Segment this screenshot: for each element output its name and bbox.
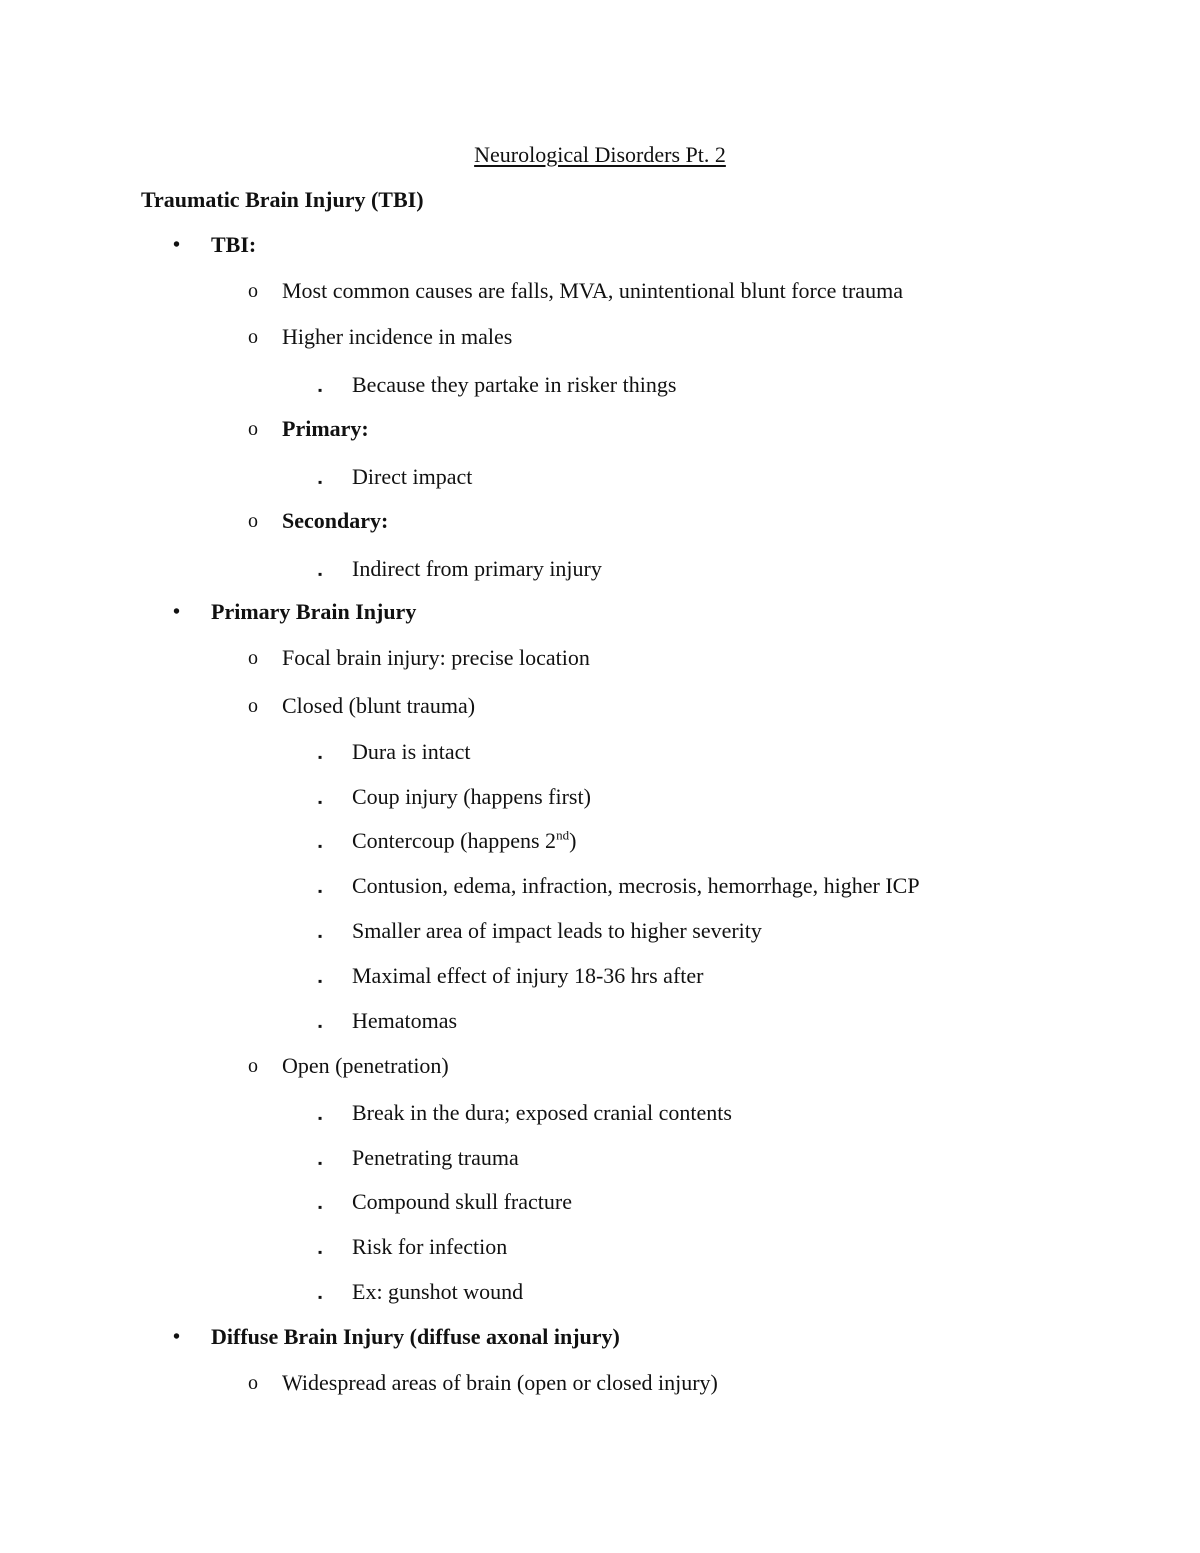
list-item [318,1099,732,1127]
square-bullet-icon: ▪ [318,475,323,489]
circle-bullet-icon: o [248,1055,258,1077]
list-item-text: Contusion, edema, infraction, mecrosis, hemorrhage, higher ICP [352,873,920,898]
list-item [248,507,389,535]
square-bullet-icon: ▪ [318,929,323,943]
square-bullet-icon: ▪ [318,884,323,898]
circle-bullet-icon: o [248,510,258,532]
square-bullet-icon: ▪ [318,1290,323,1304]
square-bullet-icon: ▪ [318,1245,323,1259]
list-item [318,1278,524,1306]
section-heading: Traumatic Brain Injury (TBI) [141,187,424,212]
list-item-text: Penetrating trauma [352,1145,519,1170]
square-bullet-icon: ▪ [318,567,323,581]
list-item-text: Primary Brain Injury [211,599,417,624]
square-bullet-icon: ▪ [318,750,323,764]
document-title: Neurological Disorders Pt. 2 [474,142,726,167]
list-item [318,872,920,900]
square-bullet-icon: ▪ [318,1019,323,1033]
bullet-icon: • [173,234,181,256]
list-item-text: Most common causes are falls, MVA, unintentional blunt force trauma [282,278,903,303]
list-item-text: Risk for infection [352,1234,508,1259]
list-item-text: Primary: [282,416,369,441]
list-item [318,783,591,811]
square-bullet-icon: ▪ [318,839,323,853]
list-item [248,692,476,720]
circle-bullet-icon: o [248,280,258,302]
list-item [318,371,677,399]
list-item-text: TBI: [211,232,257,257]
list-item [248,277,903,305]
square-bullet-icon: ▪ [318,1156,323,1170]
list-item-text: Smaller area of impact leads to higher severity [352,918,762,943]
circle-bullet-icon: o [248,647,258,669]
square-bullet-icon: ▪ [318,383,323,397]
list-item-text: Because they partake in risker things [352,372,677,397]
list-item [318,827,577,855]
list-item [173,1323,620,1351]
list-item-text: Ex: gunshot wound [352,1279,524,1304]
square-bullet-icon: ▪ [318,1200,323,1214]
list-item-text: Maximal effect of injury 18-36 hrs after [352,963,704,988]
list-item [318,1007,458,1035]
list-item [173,231,257,259]
list-item-text: Hematomas [352,1008,458,1033]
list-item [318,1188,572,1216]
list-item [318,463,473,491]
list-item-text: Indirect from primary injury [352,556,602,581]
list-item-text: Break in the dura; exposed cranial contents [352,1100,732,1125]
circle-bullet-icon: o [248,418,258,440]
list-item-text: Higher incidence in males [282,324,513,349]
bullet-icon: • [173,1326,181,1348]
list-item [248,323,513,351]
list-item-text: Compound skull fracture [352,1189,572,1214]
list-item [318,1144,519,1172]
bullet-icon: • [173,601,181,623]
list-item-text: Direct impact [352,464,473,489]
list-item [248,1052,449,1080]
list-item [318,962,704,990]
list-item-text: Dura is intact [352,739,471,764]
list-item-text-end: ) [569,828,577,853]
list-item-text: Focal brain injury: precise location [282,645,590,670]
square-bullet-icon: ▪ [318,1111,323,1125]
square-bullet-icon: ▪ [318,795,323,809]
list-item-text: Coup injury (happens first) [352,784,591,809]
list-item-text: Open (penetration) [282,1053,449,1078]
list-item [318,917,762,945]
list-item-text: Contercoup (happens 2 [352,828,557,853]
list-item [318,555,602,583]
list-item [248,415,369,443]
square-bullet-icon: ▪ [318,974,323,988]
superscript: nd [556,827,570,843]
list-item-text: Secondary: [282,508,389,533]
list-item-text: Diffuse Brain Injury (diffuse axonal injury) [211,1324,620,1349]
list-item [318,738,471,766]
circle-bullet-icon: o [248,1372,258,1394]
circle-bullet-icon: o [248,695,258,717]
list-item [248,1369,718,1397]
list-item-text: Closed (blunt trauma) [282,693,476,718]
list-item-text: Widespread areas of brain (open or closed injury) [282,1370,718,1395]
list-item [173,598,417,626]
circle-bullet-icon: o [248,326,258,348]
list-item [318,1233,508,1261]
list-item [248,644,590,672]
